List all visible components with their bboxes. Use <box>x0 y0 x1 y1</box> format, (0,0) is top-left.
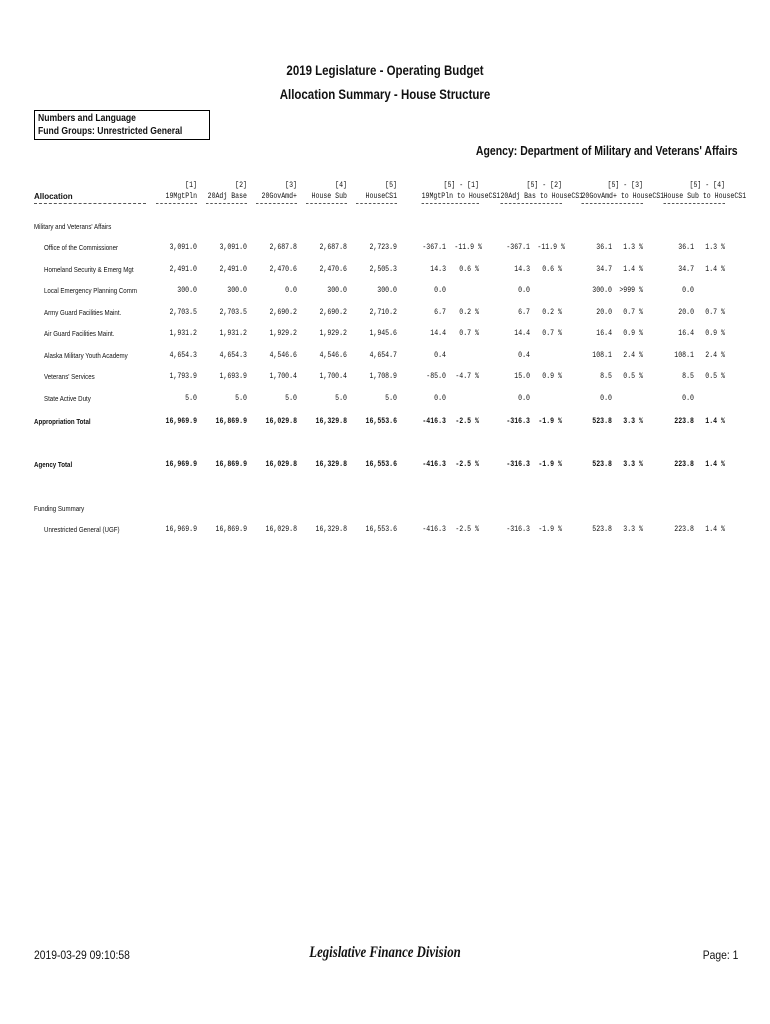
column-label: 20Adj Base <box>206 191 247 204</box>
row-label: Army Guard Facilities Maint. <box>44 307 122 317</box>
column-header <box>306 180 347 204</box>
column-label: House Sub to HouseCS1 <box>664 191 726 204</box>
cell-value: 223.8 <box>674 460 694 469</box>
cell-value: 1,929.2 <box>319 329 347 338</box>
cell-value: 16,553.6 <box>365 460 397 469</box>
cell-value: 1,708.9 <box>369 372 397 381</box>
cell-value: 4,654.7 <box>369 350 397 360</box>
column-label: 20GovAmd+ <box>256 191 297 204</box>
cell-value: 0.0 <box>434 393 446 403</box>
cell-value: 1,700.4 <box>269 372 297 381</box>
cell-value: 2,491.0 <box>169 264 197 274</box>
column-number: [5] - [4] <box>689 181 725 190</box>
table-row <box>0 243 770 255</box>
cell-value: 3,091.0 <box>169 243 197 252</box>
column-number: [5] - [2] <box>526 181 562 190</box>
cell-value: 0.4 <box>518 350 530 360</box>
cell-value: 5.0 <box>285 393 297 403</box>
column-header <box>663 180 747 204</box>
cell-value: 16,869.9 <box>215 525 247 534</box>
cell-value: -416.3 <box>422 525 446 534</box>
cell-value: 0.7 % <box>459 329 479 338</box>
table-row <box>0 329 770 341</box>
column-label: 19MgtPln to HouseCS1 <box>422 191 479 204</box>
table-row <box>0 525 770 537</box>
cell-value: 16,329.8 <box>315 417 347 426</box>
cell-value: 2,710.2 <box>369 307 397 317</box>
cell-value: 20.0 <box>678 307 694 317</box>
column-header <box>256 180 297 204</box>
column-number: [1] <box>185 181 197 190</box>
cell-value: 2,703.5 <box>169 307 197 317</box>
column-label: HouseCS1 <box>356 191 397 204</box>
cell-value: 6.7 <box>434 307 446 317</box>
row-label: Air Guard Facilities Maint. <box>44 329 115 338</box>
row-label: Agency Total <box>34 460 73 469</box>
cell-value: 5.0 <box>385 393 397 403</box>
cell-value: 108.1 <box>674 350 694 360</box>
cell-value: 3,091.0 <box>219 243 247 252</box>
cell-value: 223.8 <box>674 525 694 534</box>
cell-value: 1.4 % <box>623 264 643 274</box>
cell-value: 1.4 % <box>705 525 725 534</box>
cell-value: 0.2 % <box>459 307 479 317</box>
cell-value: 34.7 <box>678 264 694 274</box>
cell-value: -316.3 <box>506 460 530 469</box>
cell-value: 0.7 % <box>542 329 562 338</box>
table-row <box>0 286 770 298</box>
cell-value: 523.8 <box>592 525 612 534</box>
column-label: House Sub <box>306 191 347 204</box>
allocation-column-header <box>34 192 146 204</box>
cell-value: 5.0 <box>235 393 247 403</box>
cell-value: 0.7 % <box>705 307 725 317</box>
cell-value: 0.9 % <box>623 329 643 338</box>
cell-value: 16.4 <box>678 329 694 338</box>
column-number: [2] <box>235 181 247 190</box>
footer-date: 2019-03-29 09:10:58 <box>34 948 130 962</box>
fund-group-box <box>34 110 210 140</box>
cell-value: 1,693.9 <box>219 372 247 381</box>
cell-value: 16,029.8 <box>265 417 297 426</box>
row-label: Local Emergency Planning Comm <box>44 286 137 295</box>
cell-value: 1,931.2 <box>219 329 247 338</box>
cell-value: 2,703.5 <box>219 307 247 317</box>
cell-value: 1.3 % <box>623 243 643 252</box>
cell-value: 2,723.9 <box>369 243 397 252</box>
cell-value: 0.0 <box>518 286 530 295</box>
cell-value: 523.8 <box>592 460 612 469</box>
cell-value: 1,793.9 <box>169 372 197 381</box>
cell-value: 0.0 <box>518 393 530 403</box>
cell-value: 223.8 <box>674 417 694 426</box>
column-header <box>581 180 665 204</box>
row-label: State Active Duty <box>44 393 91 403</box>
cell-value: 14.3 <box>514 264 530 274</box>
cell-value: 300.0 <box>327 286 347 295</box>
cell-value: -2.5 % <box>455 460 479 469</box>
cell-value: 16,969.9 <box>165 417 197 426</box>
cell-value: 1.4 % <box>705 460 725 469</box>
cell-value: 16,029.8 <box>265 525 297 534</box>
section-title: Military and Veterans' Affairs <box>34 222 112 231</box>
cell-value: 0.5 % <box>705 372 725 381</box>
cell-value: 8.5 <box>682 372 694 381</box>
cell-value: -4.7 % <box>455 372 479 381</box>
cell-value: 1,945.6 <box>369 329 397 338</box>
row-label: Veterans' Services <box>44 372 95 381</box>
cell-value: 1.4 % <box>705 264 725 274</box>
cell-value: 2,690.2 <box>319 307 347 317</box>
row-label: Appropriation Total <box>34 417 91 426</box>
cell-value: 0.0 <box>434 286 446 295</box>
cell-value: 16,553.6 <box>365 417 397 426</box>
cell-value: -1.9 % <box>538 460 562 469</box>
cell-value: 20.0 <box>596 307 612 317</box>
cell-value: 300.0 <box>377 286 397 295</box>
fund-box-line1: Numbers and Language <box>38 113 136 124</box>
column-number: [3] <box>285 181 297 190</box>
cell-value: -2.5 % <box>455 525 479 534</box>
cell-value: 2,687.8 <box>319 243 347 252</box>
cell-value: 2.4 % <box>623 350 643 360</box>
cell-value: 36.1 <box>596 243 612 252</box>
cell-value: 3.3 % <box>623 417 643 426</box>
row-label: Homeland Security & Emerg Mgt <box>44 264 134 274</box>
cell-value: -1.9 % <box>538 525 562 534</box>
cell-value: 108.1 <box>592 350 612 360</box>
cell-value: 6.7 <box>518 307 530 317</box>
cell-value: -2.5 % <box>455 417 479 426</box>
column-label: 19MgtPln <box>156 191 197 204</box>
table-row <box>0 394 770 406</box>
column-label: 20Adj Bas to HouseCS1 <box>501 191 563 204</box>
report-subtitle: Allocation Summary - House Structure <box>279 86 491 102</box>
row-label: Alaska Military Youth Academy <box>44 350 128 360</box>
cell-value: 0.5 % <box>623 372 643 381</box>
cell-value: 16,869.9 <box>215 417 247 426</box>
table-row <box>0 265 770 277</box>
cell-value: 0.6 % <box>542 264 562 274</box>
cell-value: 3.3 % <box>623 525 643 534</box>
cell-value: -85.0 <box>426 372 446 381</box>
report-title: 2019 Legislature - Operating Budget <box>286 62 484 78</box>
row-label: Unrestricted General (UGF) <box>44 525 120 534</box>
column-header <box>421 180 501 204</box>
cell-value: 16,869.9 <box>215 460 247 469</box>
cell-value: 16,329.8 <box>315 525 347 534</box>
cell-value: 0.2 % <box>542 307 562 317</box>
table-row <box>0 351 770 363</box>
cell-value: 34.7 <box>596 264 612 274</box>
cell-value: 4,546.6 <box>319 350 347 360</box>
cell-value: -367.1 <box>422 243 446 252</box>
cell-value: 16.4 <box>596 329 612 338</box>
cell-value: 2,491.0 <box>219 264 247 274</box>
allocation-header-label: Allocation <box>34 192 73 201</box>
cell-value: 14.3 <box>430 264 446 274</box>
cell-value: 3.3 % <box>623 460 643 469</box>
cell-value: 1.3 % <box>705 243 725 252</box>
cell-value: -316.3 <box>506 525 530 534</box>
cell-value: -1.9 % <box>538 417 562 426</box>
cell-value: 300.0 <box>177 286 197 295</box>
cell-value: 4,546.6 <box>269 350 297 360</box>
table-row <box>0 308 770 320</box>
cell-value: 8.5 <box>600 372 612 381</box>
cell-value: 0.9 % <box>705 329 725 338</box>
cell-value: 1,929.2 <box>269 329 297 338</box>
cell-value: 14.4 <box>514 329 530 338</box>
cell-value: 1.4 % <box>705 417 725 426</box>
cell-value: 5.0 <box>335 393 347 403</box>
footer-division: Legislative Finance Division <box>309 944 461 961</box>
cell-value: 2,690.2 <box>269 307 297 317</box>
cell-value: 0.0 <box>600 393 612 403</box>
agency-title: Agency: Department of Military and Veterans' Affairs <box>476 144 738 158</box>
column-label: 20GovAmd+ to HouseCS1 <box>582 191 644 204</box>
cell-value: 2,505.3 <box>369 264 397 274</box>
cell-value: 16,969.9 <box>165 525 197 534</box>
funding-summary-title: Funding Summary <box>34 504 85 513</box>
fund-box-line2: Fund Groups: Unrestricted General <box>38 126 183 137</box>
cell-value: -316.3 <box>506 417 530 426</box>
cell-value: 0.7 % <box>623 307 643 317</box>
table-row <box>0 460 770 472</box>
cell-value: 300.0 <box>592 286 612 295</box>
cell-value: 0.4 <box>434 350 446 360</box>
cell-value: 0.0 <box>285 286 297 295</box>
column-header <box>206 180 247 204</box>
cell-value: -416.3 <box>422 417 446 426</box>
footer-page-number: Page: 1 <box>702 948 738 962</box>
cell-value: 4,654.3 <box>169 350 197 360</box>
cell-value: >999 % <box>619 286 643 295</box>
cell-value: 2,470.6 <box>319 264 347 274</box>
cell-value: 0.0 <box>682 393 694 403</box>
column-header <box>500 180 584 204</box>
cell-value: 16,553.6 <box>365 525 397 534</box>
cell-value: -367.1 <box>506 243 530 252</box>
cell-value: 523.8 <box>592 417 612 426</box>
cell-value: 5.0 <box>185 393 197 403</box>
cell-value: 0.9 % <box>542 372 562 381</box>
cell-value: 16,329.8 <box>315 460 347 469</box>
cell-value: 300.0 <box>227 286 247 295</box>
cell-value: 1,931.2 <box>169 329 197 338</box>
column-number: [5] <box>385 181 397 190</box>
row-label: Office of the Commissioner <box>44 243 119 252</box>
cell-value: 1,700.4 <box>319 372 347 381</box>
column-number: [4] <box>335 181 347 190</box>
cell-value: 14.4 <box>430 329 446 338</box>
cell-value: -11.9 % <box>537 243 565 252</box>
cell-value: 16,029.8 <box>265 460 297 469</box>
cell-value: 2,687.8 <box>269 243 297 252</box>
table-row <box>0 417 770 429</box>
column-number: [5] - [3] <box>607 181 643 190</box>
table-row <box>0 372 770 384</box>
cell-value: 16,969.9 <box>165 460 197 469</box>
cell-value: 36.1 <box>678 243 694 252</box>
column-number: [5] - [1] <box>443 181 479 190</box>
cell-value: 0.6 % <box>459 264 479 274</box>
cell-value: -416.3 <box>422 460 446 469</box>
cell-value: 15.0 <box>514 372 530 381</box>
column-header <box>356 180 397 204</box>
cell-value: 2.4 % <box>705 350 725 360</box>
cell-value: 2,470.6 <box>269 264 297 274</box>
cell-value: 0.0 <box>682 286 694 295</box>
column-header <box>156 180 197 204</box>
cell-value: 4,654.3 <box>219 350 247 360</box>
cell-value: -11.9 % <box>454 243 482 252</box>
